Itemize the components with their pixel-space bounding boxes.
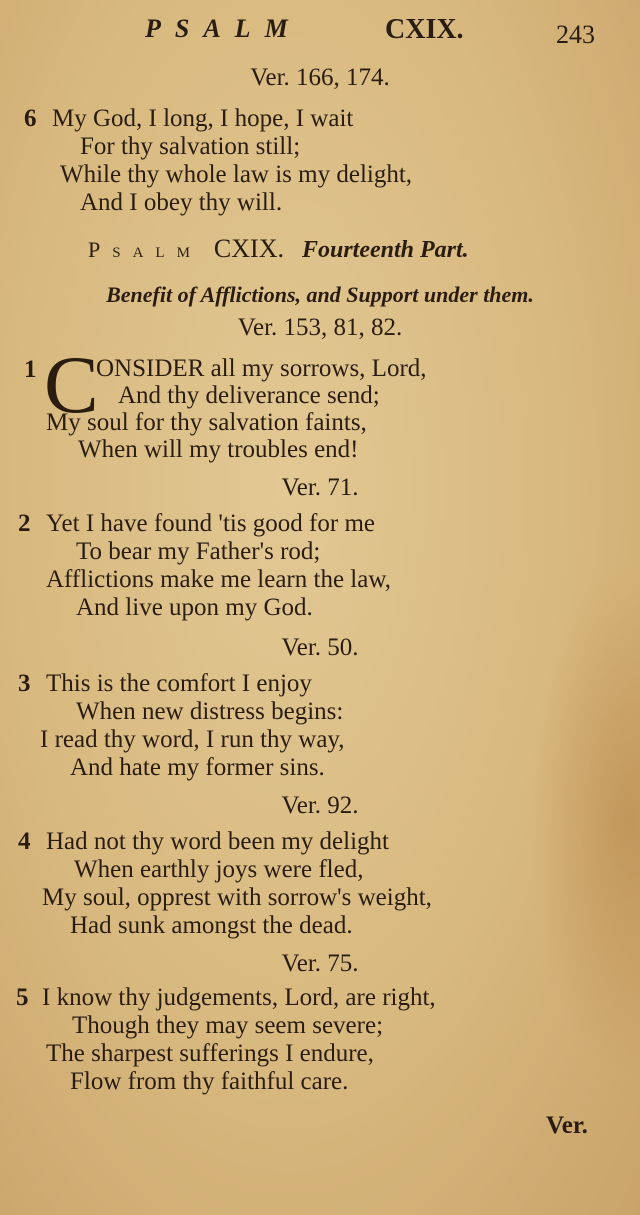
part-psalm-number: CXIX. bbox=[213, 234, 284, 263]
part-heading bbox=[88, 234, 469, 264]
verse-line: For thy salvation still; bbox=[80, 133, 301, 160]
verse-line: This is the comfort I enjoy bbox=[46, 670, 312, 697]
stanza-number: 1 bbox=[24, 356, 37, 383]
verse-line: Yet I have found 'tis good for me bbox=[46, 510, 376, 537]
verse-line: Had not thy word been my delight bbox=[46, 828, 389, 855]
running-psalm-number: CXIX. bbox=[385, 14, 464, 45]
part-subtitle: Benefit of Afflictions, and Support under them. bbox=[106, 282, 534, 307]
verse-reference: Ver. 50. bbox=[281, 634, 359, 661]
verse-line: To bear my Father's rod; bbox=[76, 538, 321, 565]
verse-line: When earthly joys were fled, bbox=[74, 856, 364, 883]
verse-line: I read thy word, I run thy way, bbox=[40, 726, 345, 753]
stanza-number: 3 bbox=[18, 670, 31, 697]
verse-line: Flow from thy faithful care. bbox=[70, 1068, 349, 1095]
verse-reference: Ver. 92. bbox=[281, 792, 359, 819]
running-title: PSALM bbox=[145, 14, 302, 43]
verse-line: ONSIDER all my sorrows, Lord, bbox=[96, 355, 427, 382]
verse-line: And thy deliverance send; bbox=[118, 382, 380, 409]
verse-line: My soul for thy salvation faints, bbox=[46, 409, 367, 436]
verse-line: My God, I long, I hope, I wait bbox=[52, 105, 354, 132]
verse-reference: Ver. 153, 81, 82. bbox=[237, 314, 403, 341]
verse-line: And hate my former sins. bbox=[70, 754, 325, 781]
page-number: 243 bbox=[556, 20, 595, 49]
stanza-number: 2 bbox=[18, 510, 31, 537]
verse-reference: Ver. 166, 174. bbox=[250, 64, 390, 91]
verse-line: Had sunk amongst the dead. bbox=[70, 912, 353, 939]
verse-reference: Ver. 75. bbox=[281, 950, 359, 977]
stanza-number: 4 bbox=[18, 828, 31, 855]
part-name: Fourteenth Part. bbox=[301, 237, 469, 263]
verse-line: And I obey thy will. bbox=[80, 189, 283, 216]
verse-line: I know thy judgements, Lord, are right, bbox=[42, 984, 436, 1011]
verse-line: The sharpest sufferings I endure, bbox=[46, 1040, 374, 1067]
stanza-number: 5 bbox=[16, 984, 29, 1011]
drop-cap: C bbox=[44, 339, 99, 430]
verse-line: Afflictions make me learn the law, bbox=[46, 566, 392, 593]
verse-line: Though they may seem severe; bbox=[72, 1012, 384, 1039]
page-header bbox=[0, 14, 640, 50]
verse-reference: Ver. 71. bbox=[281, 474, 359, 501]
stanza-number: 6 bbox=[24, 105, 37, 132]
part-psalm-label: Psalm bbox=[88, 237, 202, 262]
verse-line: When will my troubles end! bbox=[78, 436, 359, 463]
catchword: Ver. bbox=[546, 1112, 588, 1139]
verse-line: And live upon my God. bbox=[76, 594, 313, 621]
verse-line: When new distress begins: bbox=[76, 698, 344, 725]
verse-line: My soul, opprest with sorrow's weight, bbox=[42, 884, 432, 911]
verse-line: While thy whole law is my delight, bbox=[60, 161, 413, 188]
